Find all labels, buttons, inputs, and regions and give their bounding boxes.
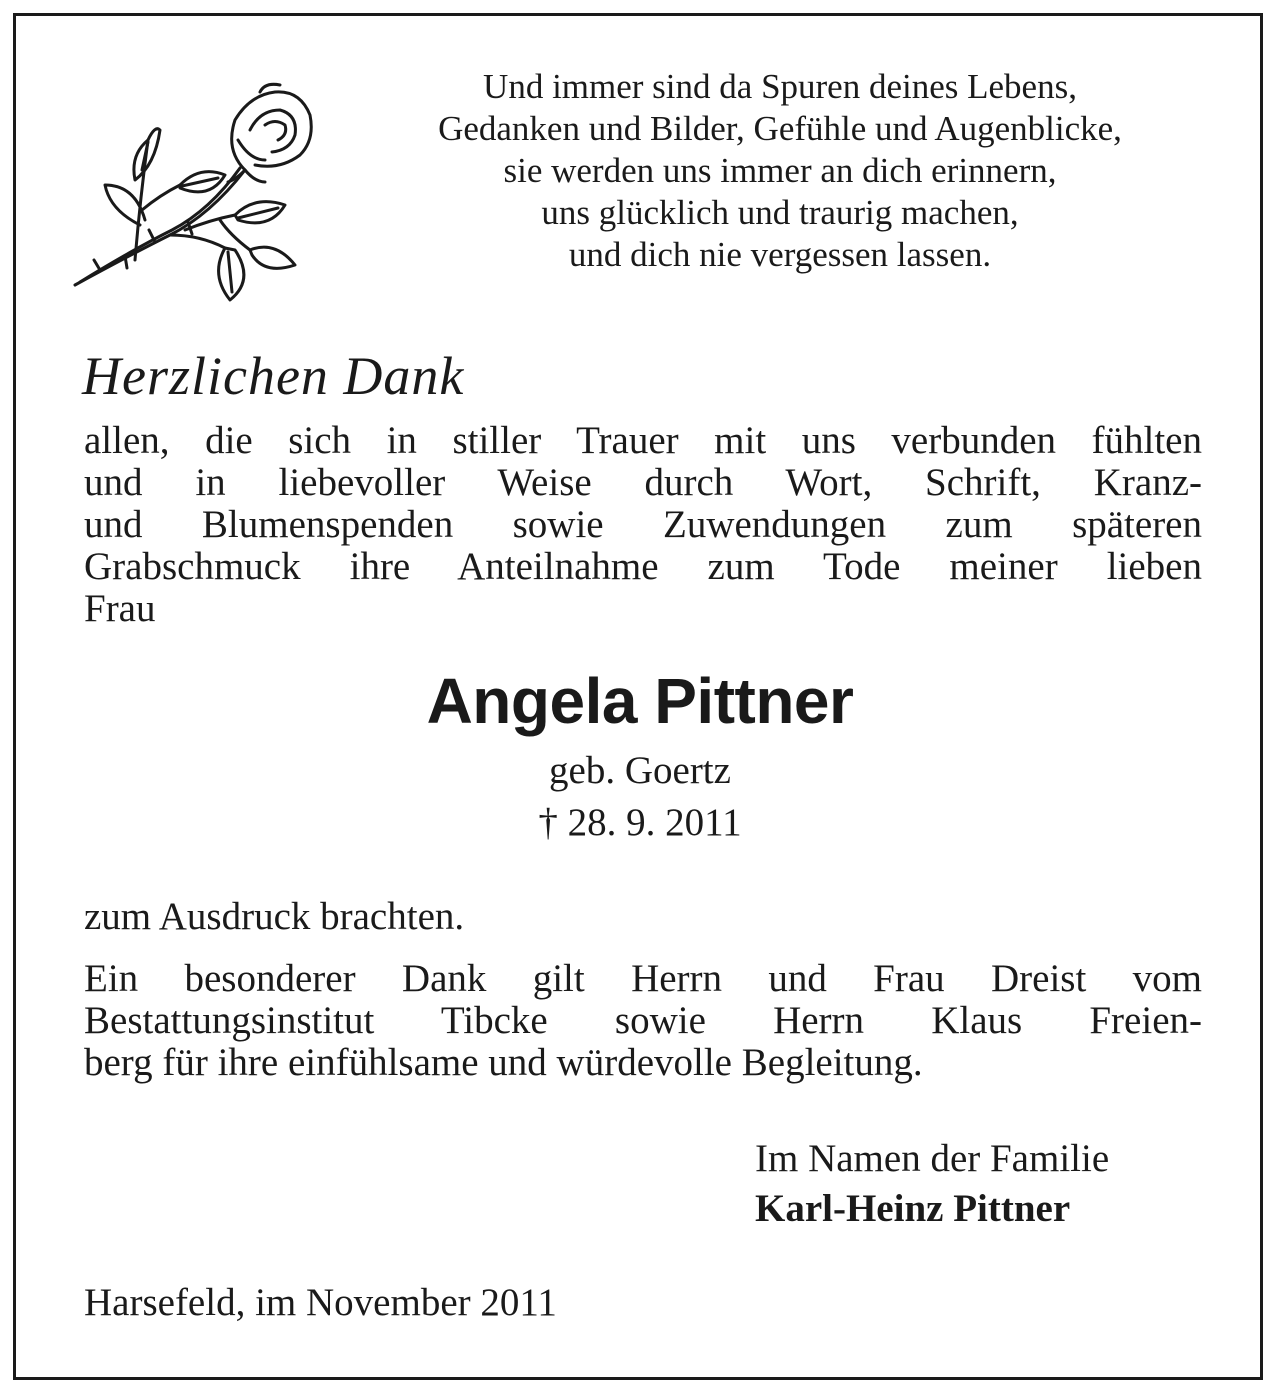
- intro-line: allen, die sich in stiller Trauer mit uns verbunden fühlten: [84, 419, 1202, 462]
- intro-line: Frau: [84, 587, 156, 630]
- thanks-heading: Herzlichen Dank: [82, 346, 465, 406]
- intro-line: Grabschmuck ihre Anteilnahme zum Tode meiner lieben: [84, 545, 1202, 588]
- special-thanks-line: berg für ihre einfühlsame und würdevolle Begleitung.: [84, 1041, 923, 1084]
- poem: [340, 66, 1220, 276]
- signer-name: Karl-Heinz Pittner: [755, 1187, 1071, 1230]
- intro-line: und Blumenspenden sowie Zuwendungen zum späteren: [84, 503, 1202, 546]
- intro-line: und in liebevoller Weise durch Wort, Schrift, Kranz-: [84, 461, 1202, 504]
- birth-name: geb. Goertz: [549, 749, 731, 792]
- intro-paragraph: [84, 420, 1202, 630]
- poem-line: Und immer sind da Spuren deines Lebens,: [483, 67, 1077, 106]
- poem-line: Gedanken und Bilder, Gefühle und Augenblicke,: [438, 109, 1122, 148]
- death-date: † 28. 9. 2011: [538, 801, 742, 844]
- signoff-line: Im Namen der Familie: [755, 1137, 1110, 1180]
- poem-line: und dich nie vergessen lassen.: [568, 235, 992, 274]
- closing-line: zum Ausdruck brachten.: [84, 895, 465, 938]
- poem-line: uns glücklich und traurig machen,: [541, 193, 1019, 232]
- deceased-name: Angela Pittner: [426, 665, 854, 737]
- special-thanks-paragraph: [84, 958, 1202, 1084]
- special-thanks-line: Ein besonderer Dank gilt Herrn und Frau Dreist vom: [84, 957, 1202, 1000]
- closing-phrase: [84, 896, 1202, 938]
- special-thanks-line: Bestattungsinstitut Tibcke sowie Herrn Klaus Freien-: [84, 999, 1202, 1042]
- rose-icon: [60, 70, 320, 310]
- place-date: Harsefeld, im November 2011: [84, 1281, 557, 1324]
- poem-line: sie werden uns immer an dich erinnern,: [503, 151, 1057, 190]
